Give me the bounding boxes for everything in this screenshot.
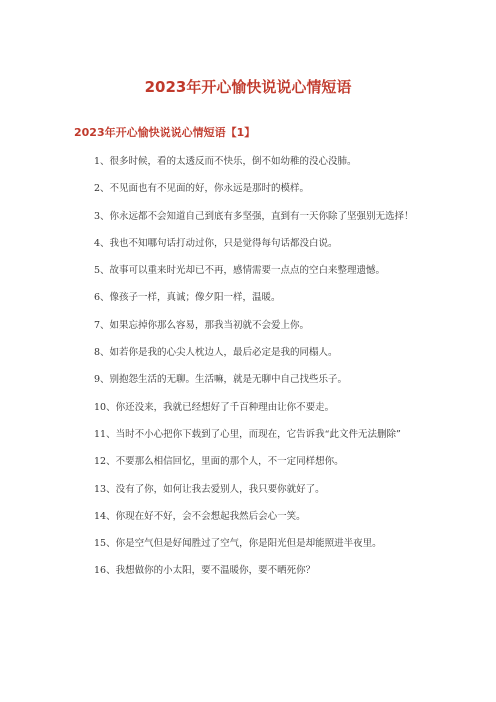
list-item: 14、你现在好不好，会不会想起我然后会心一笑。 (94, 510, 306, 522)
list-item: 6、像孩子一样，真诚；像夕阳一样，温暖。 (94, 292, 281, 304)
list-item: 12、不要那么相信回忆，里面的那个人，不一定同样想你。 (94, 456, 344, 468)
list-item: 3、你永远都不会知道自己到底有多坚强，直到有一天你除了坚强别无选择！ (94, 210, 414, 222)
list-item: 11、当时不小心把你下载到了心里，而现在，它告诉我“此文件无法删除” (94, 428, 401, 440)
list-item: 7、如果忘掉你那么容易，那我当初就不会爱上你。 (94, 319, 310, 331)
list-item: 13、没有了你，如何让我去爱别人，我只要你就好了。 (94, 483, 325, 495)
list-item: 16、我想做你的小太阳，要不温暖你，要不晒死你？ (94, 565, 316, 577)
document-title: 2023年开心愉快说说心情短语 (144, 78, 352, 96)
phrase-list (94, 155, 489, 592)
list-item: 9、别抱怨生活的无聊。生活嘛，就是无聊中自己找些乐子。 (94, 374, 348, 386)
list-item: 8、如若你是我的心尖人枕边人，最后必定是我的同榻人。 (94, 347, 338, 359)
list-item: 4、我也不知哪句话打动过你，只是觉得每句话都没白说。 (94, 237, 338, 249)
list-item: 2、不见面也有不见面的好，你永远是那时的模样。 (94, 183, 310, 195)
list-item: 10、你还没来，我就已经想好了千百种理由让你不要走。 (94, 401, 335, 413)
section-heading: 2023年开心愉快说说心情短语【1】 (74, 126, 256, 139)
list-item: 1、很多时候，看的太透反而不快乐，倒不如幼稚的没心没肺。 (94, 156, 357, 167)
list-item: 5、故事可以重来时光却已不再，感情需要一点点的空白来整理遗憾。 (94, 265, 386, 277)
list-item: 15、你是空气但是好闻胜过了空气，你是阳光但是却能照进半夜里。 (94, 538, 382, 550)
